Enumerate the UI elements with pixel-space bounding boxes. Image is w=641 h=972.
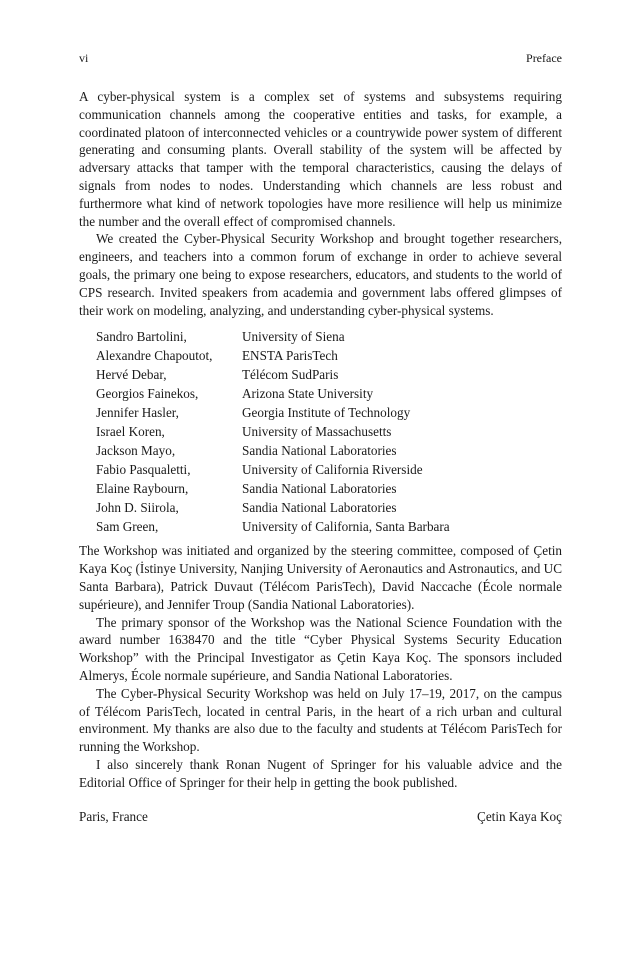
paragraph: I also sincerely thank Ronan Nugent of Springer for his valuable advice and the Editorial Office of Springer for their help in getting the book published. <box>79 756 562 790</box>
speaker-row <box>96 327 562 346</box>
running-head <box>79 51 562 65</box>
speaker-name: Jackson Mayo, <box>96 443 176 459</box>
paragraph: The primary sponsor of the Workshop was the National Science Foundation with the award number 1638470 and the title “Cyber Physical Systems Security Education Workshop” with the Principal Investigator as Çetin Kaya Koç. The sponsors included Almerys, École normale supérieure, and Sandia National Laboratories. <box>79 614 562 683</box>
signature <box>79 808 562 826</box>
speaker-affiliation: Télécom SudParis <box>242 367 339 383</box>
paragraph: We created the Cyber-Physical Security Workshop and brought together researchers, engineers, and teachers into a common forum of exchange in order to achieve several goals, the primary one being to expose researchers, educators, and students to the world of CPS research. Invited speakers from academia and government labs offered glimpses of their work on modeling, analyzing, and understanding cyber-physical systems. <box>79 231 562 318</box>
speaker-name: Hervé Debar, <box>96 367 167 383</box>
speaker-affiliation: ENSTA ParisTech <box>242 348 338 364</box>
speaker-affiliation: Sandia National Laboratories <box>242 443 397 459</box>
speaker-name: Sandro Bartolini, <box>96 329 187 345</box>
speaker-affiliation: Georgia Institute of Technology <box>242 405 411 421</box>
speaker-name: Elaine Raybourn, <box>96 481 189 497</box>
speaker-list <box>96 327 562 536</box>
paragraph: The Workshop was initiated and organized by the steering committee, composed of Çetin Kaya Koç (İstinye University, Nanjing University of Aeronautics and Astronautics, and UC Santa Barbara), Patrick Duvaut (Télécom ParisTech), David Naccache (École normale supérieure), and Jennifer Troup (Sandia National Laboratories). <box>79 543 562 612</box>
speaker-affiliation: University of California, Santa Barbara <box>242 519 450 535</box>
signature-author: Çetin Kaya Koç <box>477 808 562 824</box>
speaker-row <box>96 365 562 384</box>
section-title: Preface <box>526 51 562 65</box>
speaker-name: Georgios Fainekos, <box>96 386 199 402</box>
speaker-affiliation: University of Siena <box>242 329 345 345</box>
paragraph: The Cyber-Physical Security Workshop was held on July 17–19, 2017, on the campus of Télécom ParisTech, located in central Paris, in the heart of a rich urban and cultural environment. My thanks are also due to the faculty and students at Télécom ParisTech for running the Workshop. <box>79 685 562 755</box>
speaker-name: Jennifer Hasler, <box>96 405 179 421</box>
speaker-affiliation: Arizona State University <box>242 386 374 402</box>
speaker-row <box>96 346 562 365</box>
speaker-row <box>96 403 562 422</box>
speaker-affiliation: University of California Riverside <box>242 462 423 478</box>
speaker-row <box>96 384 562 403</box>
speaker-name: John D. Siirola, <box>96 500 179 516</box>
speaker-affiliation: University of Massachusetts <box>242 424 392 440</box>
speaker-row <box>96 460 562 479</box>
speaker-row <box>96 422 562 441</box>
speaker-affiliation: Sandia National Laboratories <box>242 500 397 516</box>
speaker-name: Israel Koren, <box>96 424 165 440</box>
speaker-name: Alexandre Chapoutot, <box>96 348 213 364</box>
page-number: vi <box>79 51 89 65</box>
speaker-row <box>96 517 562 536</box>
signature-place: Paris, France <box>79 808 148 824</box>
speaker-row <box>96 479 562 498</box>
body-text <box>79 88 562 825</box>
speaker-row <box>96 441 562 460</box>
paragraph: A cyber-physical system is a complex set of systems and subsystems requiring communication channels among the cooperative entities and tasks, for example, a coordinated platoon of interconnected vehicles or a countrywide power system of different generating and consuming plants. Overall stability of the system will be affected by adversary attacks that tamper with the temporal characteristics, causing the delays of signals from nodes to nodes. Understanding which channels are less robust and furthermore what kind of network topologies have more resilience will help us minimize the number and the overall effect of compromised channels. <box>79 89 562 229</box>
speaker-name: Fabio Pasqualetti, <box>96 462 191 478</box>
speaker-affiliation: Sandia National Laboratories <box>242 481 397 497</box>
speaker-row <box>96 498 562 517</box>
speaker-name: Sam Green, <box>96 519 159 535</box>
